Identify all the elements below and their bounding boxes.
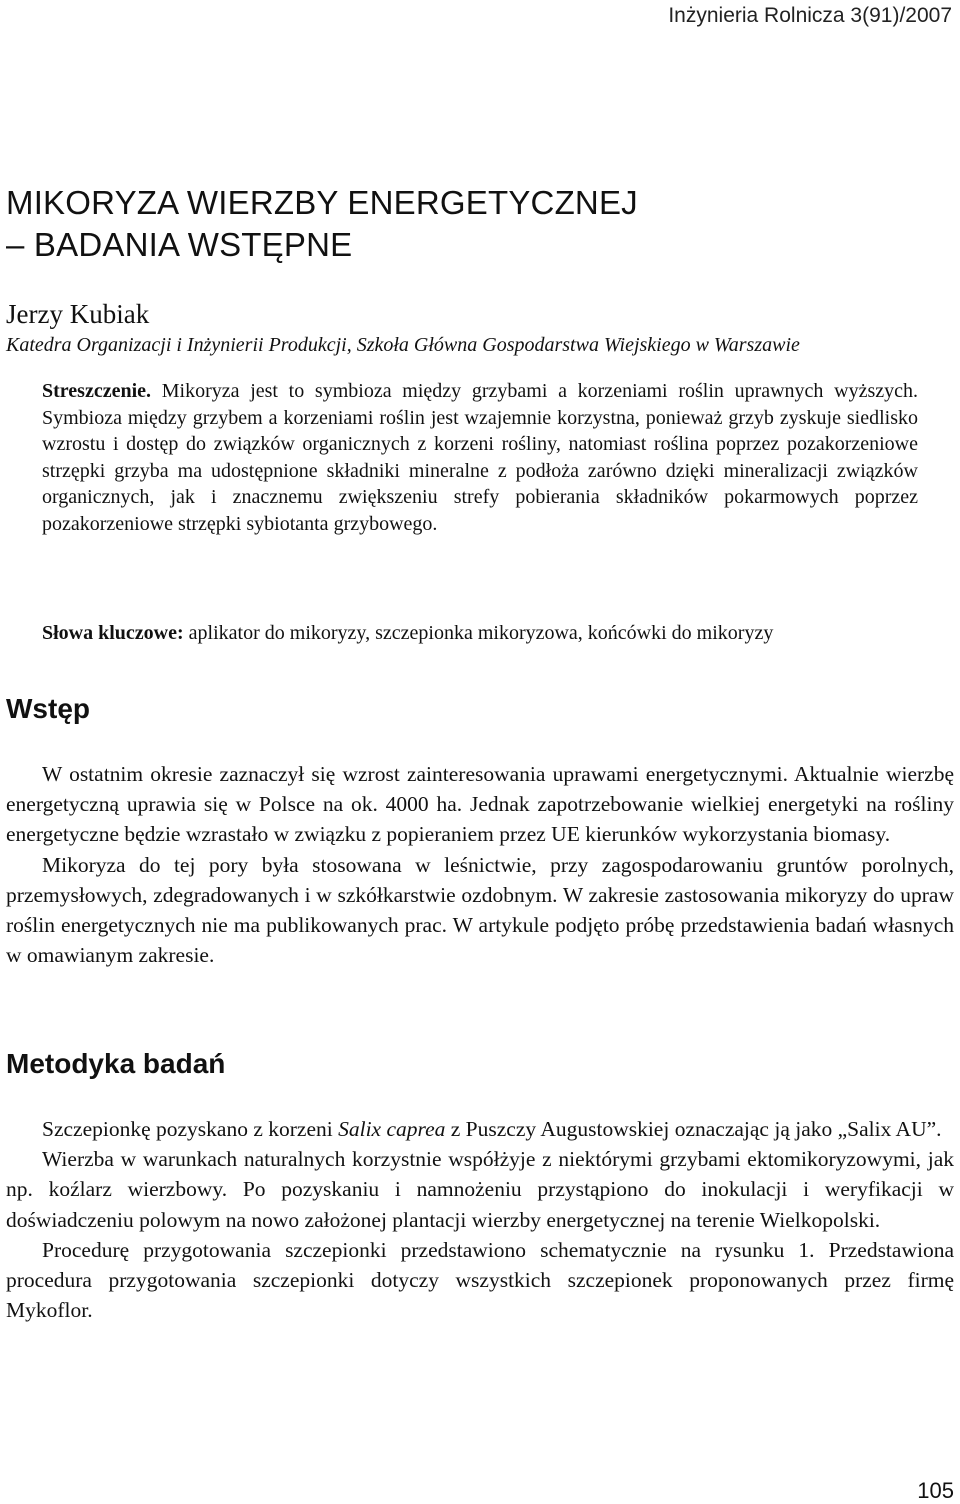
- journal-header: Inżynieria Rolnicza 3(91)/2007: [668, 4, 952, 27]
- species-name: Salix caprea: [338, 1117, 446, 1141]
- article-title-line-1: MIKORYZA WIERZBY ENERGETYCZNEJ: [6, 184, 638, 221]
- keywords-label: Słowa kluczowe:: [42, 622, 184, 644]
- abstract-text: Mikoryza jest to symbioza między grzybami a korzeniami roślin uprawnych wyższych. Symbioza między grzybem a korzeniami roślin jest wzajemnie korzystna, ponieważ grzyb zyskuje siedlisko wzrostu i dostęp do związków organicznych z korzeni rośliny, natomiast roślina poprzez pozakorzeniowe strzępki grzyba ma udostępnione składniki mineralne z podłoża zarówno dzięki mineralizacji związków organicznych, jak i znacznemu zwiększeniu strefy pobierania składników pokarmowych poprzez pozakorzeniowe strzępki sybiotanta grzybowego.: [42, 380, 918, 535]
- abstract: [42, 378, 918, 538]
- methods-p1-before: Szczepionkę pozyskano z korzeni: [42, 1117, 339, 1141]
- page-number: 105: [917, 1478, 954, 1503]
- article-title-line-2: – BADANIA WSTĘPNE: [6, 226, 353, 263]
- author-affiliation: Katedra Organizacji i Inżynierii Produkcji, Szkoła Główna Gospodarstwa Wiejskiego w Warszawie: [6, 334, 800, 356]
- keywords: [42, 620, 942, 646]
- methods-paragraph-3: Procedurę przygotowania szczepionki przedstawiono schematycznie na rysunku 1. Przedstawiona procedura przygotowania szczepionki dotyczy wszystkich szczepionek proponowanych przez firmę Mykoflor.: [6, 1237, 954, 1323]
- intro-body: [6, 759, 954, 970]
- intro-paragraph-1: W ostatnim okresie zaznaczył się wzrost zainteresowania uprawami energetycznymi. Aktualnie wierzbę energetyczną uprawia się w Polsce na ok. 4000 ha. Jednak zapotrzebowanie wielkiej energetyki na rośliny energetyczne będzie wzrastało w związku z popieraniem przez UE kierunków wykorzystania biomasy.: [6, 762, 954, 847]
- section-heading-methods: Metodyka badań: [6, 1048, 226, 1079]
- methods-paragraph-1: [6, 1114, 954, 1144]
- abstract-label: Streszczenie.: [42, 380, 152, 402]
- methods-paragraph-2: Wierzba w warunkach naturalnych korzystnie współżyje z niektórymi grzybami ektomikoryzowymi, jak np. koźlarz wierzbowy. Po pozyskaniu i namnożeniu przystąpiono do inokulacji i weryfikacji w doświadczeniu polowym na nowo założonej plantacji wierzby energetycznej na terenie Wielkopolski.: [6, 1147, 954, 1232]
- keywords-text: aplikator do mikoryzy, szczepionka mikoryzowa, końcówki do mikoryzy: [188, 622, 774, 644]
- methods-p1-after: z Puszczy Augustowskiej oznaczając ją jako „Salix AU”.: [445, 1117, 942, 1141]
- author-name: Jerzy Kubiak: [6, 299, 150, 329]
- methods-body: [6, 1114, 954, 1325]
- section-heading-intro: Wstęp: [6, 693, 90, 724]
- intro-paragraph-2: Mikoryza do tej pory była stosowana w leśnictwie, przy zagospodarowaniu gruntów porolnych, przemysłowych, zdegradowanych i w szkółkarstwie ozdobnym. W zakresie zastosowania mikoryzy do upraw roślin energetycznych nie ma publikowanych prac. W artykule podjęto próbę przedstawienia badań własnych w omawianym zakresie.: [6, 852, 954, 968]
- article-title: [6, 182, 946, 266]
